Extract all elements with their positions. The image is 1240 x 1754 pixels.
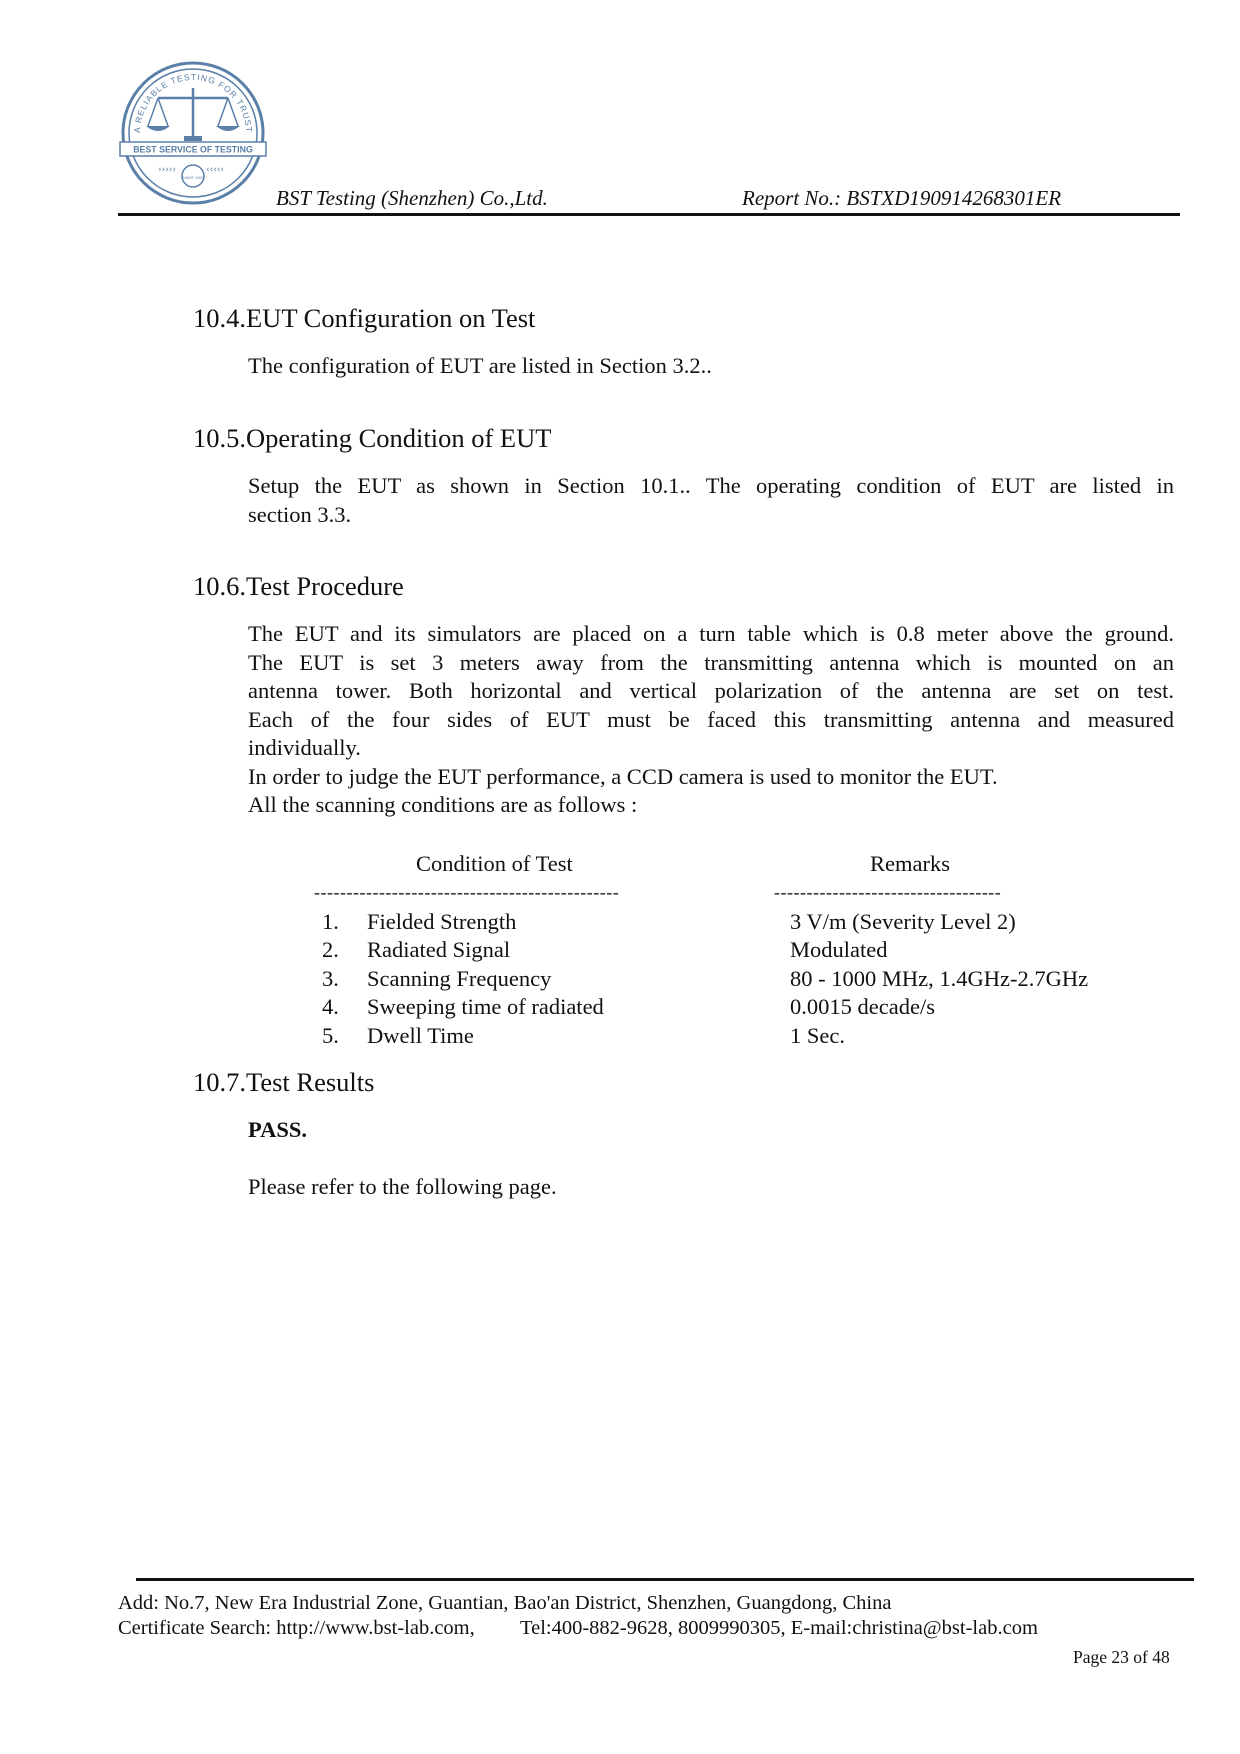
row-number: 2. — [322, 937, 339, 962]
page-number: Page 23 of 48 — [1073, 1647, 1170, 1667]
company-logo — [118, 58, 268, 208]
table-row — [322, 937, 339, 963]
svg-text:›››››: ››››› — [158, 165, 176, 175]
company-name: BST Testing (Shenzhen) Co.,Ltd. — [276, 186, 548, 210]
footer-address: Add: No.7, New Era Industrial Zone, Guantian, Bao'an District, Shenzhen, Guangdong, China — [118, 1592, 892, 1614]
test-result: PASS. — [248, 1117, 307, 1142]
table-row — [322, 909, 339, 935]
logo-seal-text: SINCE 1901 — [181, 175, 205, 180]
section-10-5-line: section 3.3. — [248, 501, 352, 527]
result-note: Please refer to the following page. — [248, 1174, 557, 1199]
row-condition: Radiated Signal — [367, 937, 511, 962]
row-condition: Fielded Strength — [367, 909, 517, 934]
section-10-6-text — [248, 620, 1174, 820]
procedure-line: antenna tower. Both horizontal and vertical polarization of the antenna are set on test. — [248, 678, 1174, 703]
procedure-line: All the scanning conditions are as follows : — [248, 792, 638, 817]
logo-banner-text: BEST SERVICE OF TESTING — [133, 144, 253, 155]
table-row — [322, 994, 339, 1020]
table-header-rule: ----------------------------------------------- — [314, 882, 620, 902]
section-10-5-title: 10.5.Operating Condition of EUT — [193, 423, 552, 453]
section-10-4-title: 10.4.EUT Configuration on Test — [193, 303, 536, 333]
row-remark: 80 - 1000 MHz, 1.4GHz-2.7GHz — [790, 966, 1089, 991]
report-number: Report No.: BSTXD190914268301ER — [742, 186, 1062, 210]
row-remark: Modulated — [790, 937, 888, 962]
row-condition: Sweeping time of radiated — [367, 994, 604, 1019]
footer-contact: Tel:400-882-9628, 8009990305, E-mail:christina@bst-lab.com — [520, 1617, 1038, 1639]
table-header-remarks: Remarks — [870, 851, 950, 876]
procedure-line: individually. — [248, 735, 361, 760]
table-header-condition: Condition of Test — [416, 851, 573, 876]
table-header-rule: ----------------------------------- — [774, 882, 1002, 902]
section-10-6-title: 10.6.Test Procedure — [193, 571, 404, 601]
section-10-4-text: The configuration of EUT are listed in Section 3.2.. — [248, 353, 712, 378]
footer-divider — [136, 1578, 1194, 1581]
table-row — [322, 966, 339, 992]
header-divider — [118, 213, 1180, 216]
procedure-line: The EUT and its simulators are placed on a turn table which is 0.8 meter above the ground. — [248, 621, 1174, 646]
section-10-5-text — [248, 472, 1174, 529]
row-number: 4. — [322, 994, 339, 1019]
svg-text:‹‹‹‹‹: ‹‹‹‹‹ — [206, 165, 224, 175]
row-number: 1. — [322, 909, 339, 934]
procedure-line: The EUT is set 3 meters away from the transmitting antenna which is mounted on an — [248, 649, 1174, 675]
procedure-line: In order to judge the EUT performance, a CCD camera is used to monitor the EUT. — [248, 763, 998, 789]
row-remark: 0.0015 decade/s — [790, 994, 935, 1019]
row-remark: 1 Sec. — [790, 1023, 845, 1048]
row-number: 3. — [322, 966, 339, 991]
procedure-line: Each of the four sides of EUT must be faced this transmitting antenna and measured — [248, 706, 1174, 732]
section-10-7-title: 10.7.Test Results — [193, 1067, 375, 1097]
row-number: 5. — [322, 1023, 339, 1048]
section-10-5-line: Setup the EUT as shown in Section 10.1.. The operating condition of EUT are listed in — [248, 473, 1174, 498]
table-row — [322, 1023, 339, 1049]
svg-text:A RELIABLE TESTING FOR TRUST: A RELIABLE TESTING FOR TRUST — [131, 71, 255, 134]
footer-certificate-search: Certificate Search: http://www.bst-lab.com, — [118, 1617, 475, 1639]
row-remark: 3 V/m (Severity Level 2) — [790, 909, 1016, 934]
row-condition: Scanning Frequency — [367, 966, 552, 991]
row-condition: Dwell Time — [367, 1023, 474, 1048]
